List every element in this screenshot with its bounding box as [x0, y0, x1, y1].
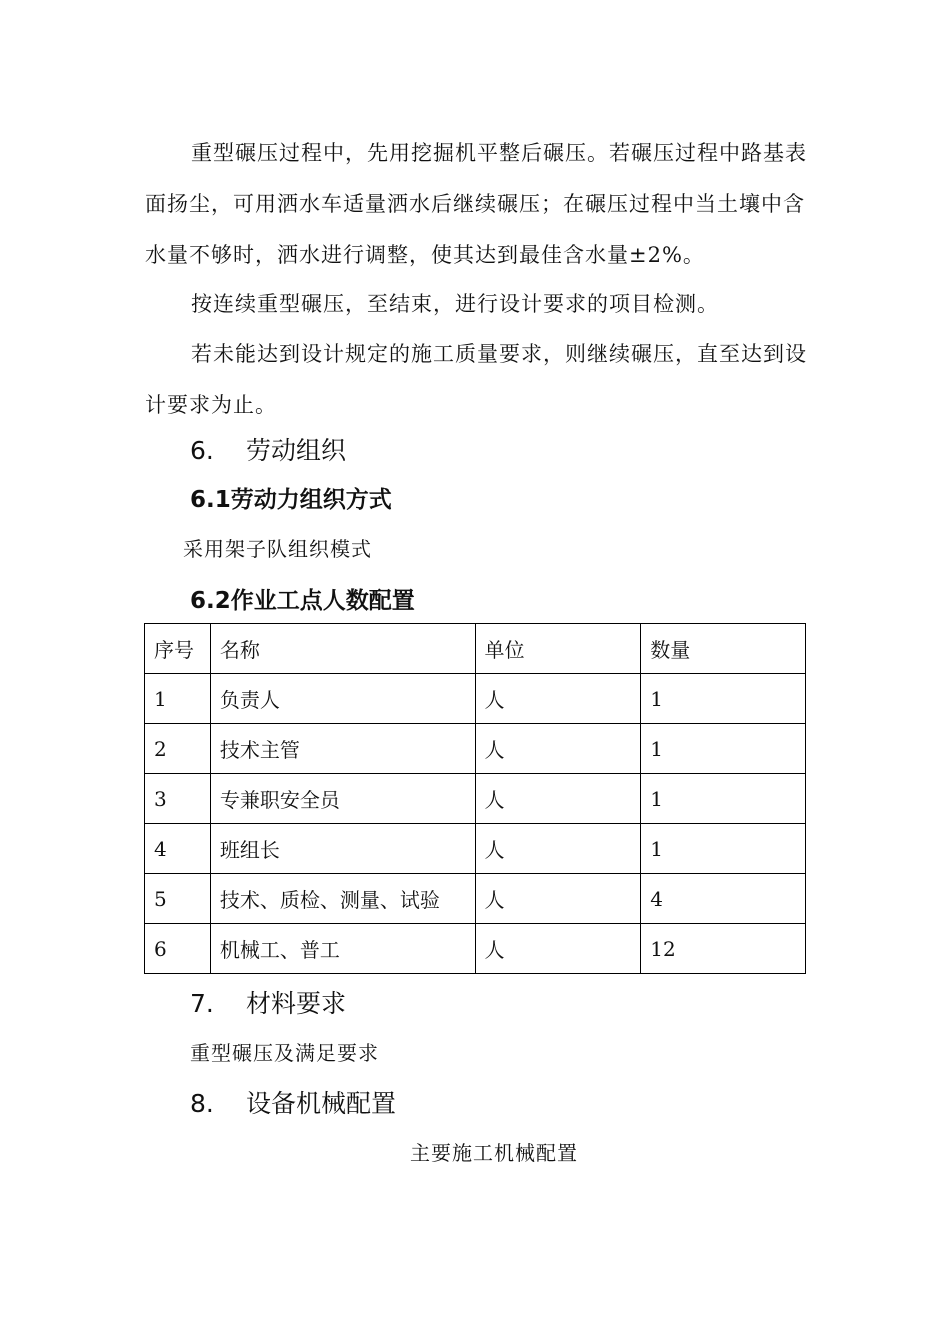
- table-cell: 班组长: [210, 824, 475, 874]
- table-cell: 1: [641, 774, 806, 824]
- table-cell: 3: [145, 774, 211, 824]
- section-8-heading: [190, 1087, 396, 1121]
- table-cell: 技术主管: [210, 724, 475, 774]
- table-row: [145, 724, 806, 774]
- table-cell: 12: [641, 924, 806, 974]
- equipment-table-caption: 主要施工机械配置: [410, 1141, 578, 1165]
- table-cell: 专兼职安全员: [210, 774, 475, 824]
- table-cell: 人: [475, 774, 641, 824]
- table-row: [145, 874, 806, 924]
- section-6-heading: [190, 434, 346, 468]
- section-7-heading: [190, 987, 346, 1021]
- table-cell: 1: [641, 674, 806, 724]
- table-cell: 1: [641, 724, 806, 774]
- table-cell: 人: [475, 824, 641, 874]
- table-cell: 技术、质检、测量、试验: [210, 874, 475, 924]
- table-row: [145, 924, 806, 974]
- section-6-1-heading: 6.1劳动力组织方式: [190, 487, 392, 513]
- header-cell: 单位: [475, 624, 641, 674]
- table-row: [145, 824, 806, 874]
- section-7-text: 重型碾压及满足要求: [190, 1041, 379, 1065]
- header-cell: 序号: [145, 624, 211, 674]
- table-cell: 人: [475, 674, 641, 724]
- table-cell: 6: [145, 924, 211, 974]
- table-cell: 1: [145, 674, 211, 724]
- table-cell: 1: [641, 824, 806, 874]
- table-row: [145, 674, 806, 724]
- table-header-row: [145, 624, 806, 674]
- table-cell: 4: [145, 824, 211, 874]
- section-7-title: 材料要求: [246, 989, 347, 1018]
- header-cell: 名称: [210, 624, 475, 674]
- table-cell: 5: [145, 874, 211, 924]
- staff-allocation-table: [144, 623, 806, 974]
- section-6-number: 6.: [190, 436, 214, 465]
- table-cell: 人: [475, 724, 641, 774]
- table-cell: 机械工、普工: [210, 924, 475, 974]
- table-cell: 负责人: [210, 674, 475, 724]
- section-6-2-heading: 6.2作业工点人数配置: [190, 588, 415, 614]
- paragraph-compaction-process: 重型碾压过程中，先用挖掘机平整后碾压。若碾压过程中路基表面扬尘，可用洒水车适量洒水后继续碾压；在碾压过程中当土壤中含水量不够时，洒水进行调整，使其达到最佳含水量±2%。: [145, 141, 807, 267]
- section-8-number: 8.: [190, 1089, 214, 1118]
- table-cell: 人: [475, 924, 641, 974]
- paragraph-quality-requirement: 若未能达到设计规定的施工质量要求，则继续碾压，直至达到设计要求为止。: [145, 342, 807, 417]
- table-cell: 2: [145, 724, 211, 774]
- section-6-title: 劳动组织: [246, 436, 347, 465]
- section-8-title: 设备机械配置: [246, 1089, 397, 1118]
- paragraph-continuous-compaction: 按连续重型碾压，至结束，进行设计要求的项目检测。: [191, 292, 719, 316]
- table-cell: 人: [475, 874, 641, 924]
- table-cell: 4: [641, 874, 806, 924]
- section-6-1-text: 采用架子队组织模式: [183, 537, 372, 561]
- table-row: [145, 774, 806, 824]
- section-7-number: 7.: [190, 989, 214, 1018]
- header-cell: 数量: [641, 624, 806, 674]
